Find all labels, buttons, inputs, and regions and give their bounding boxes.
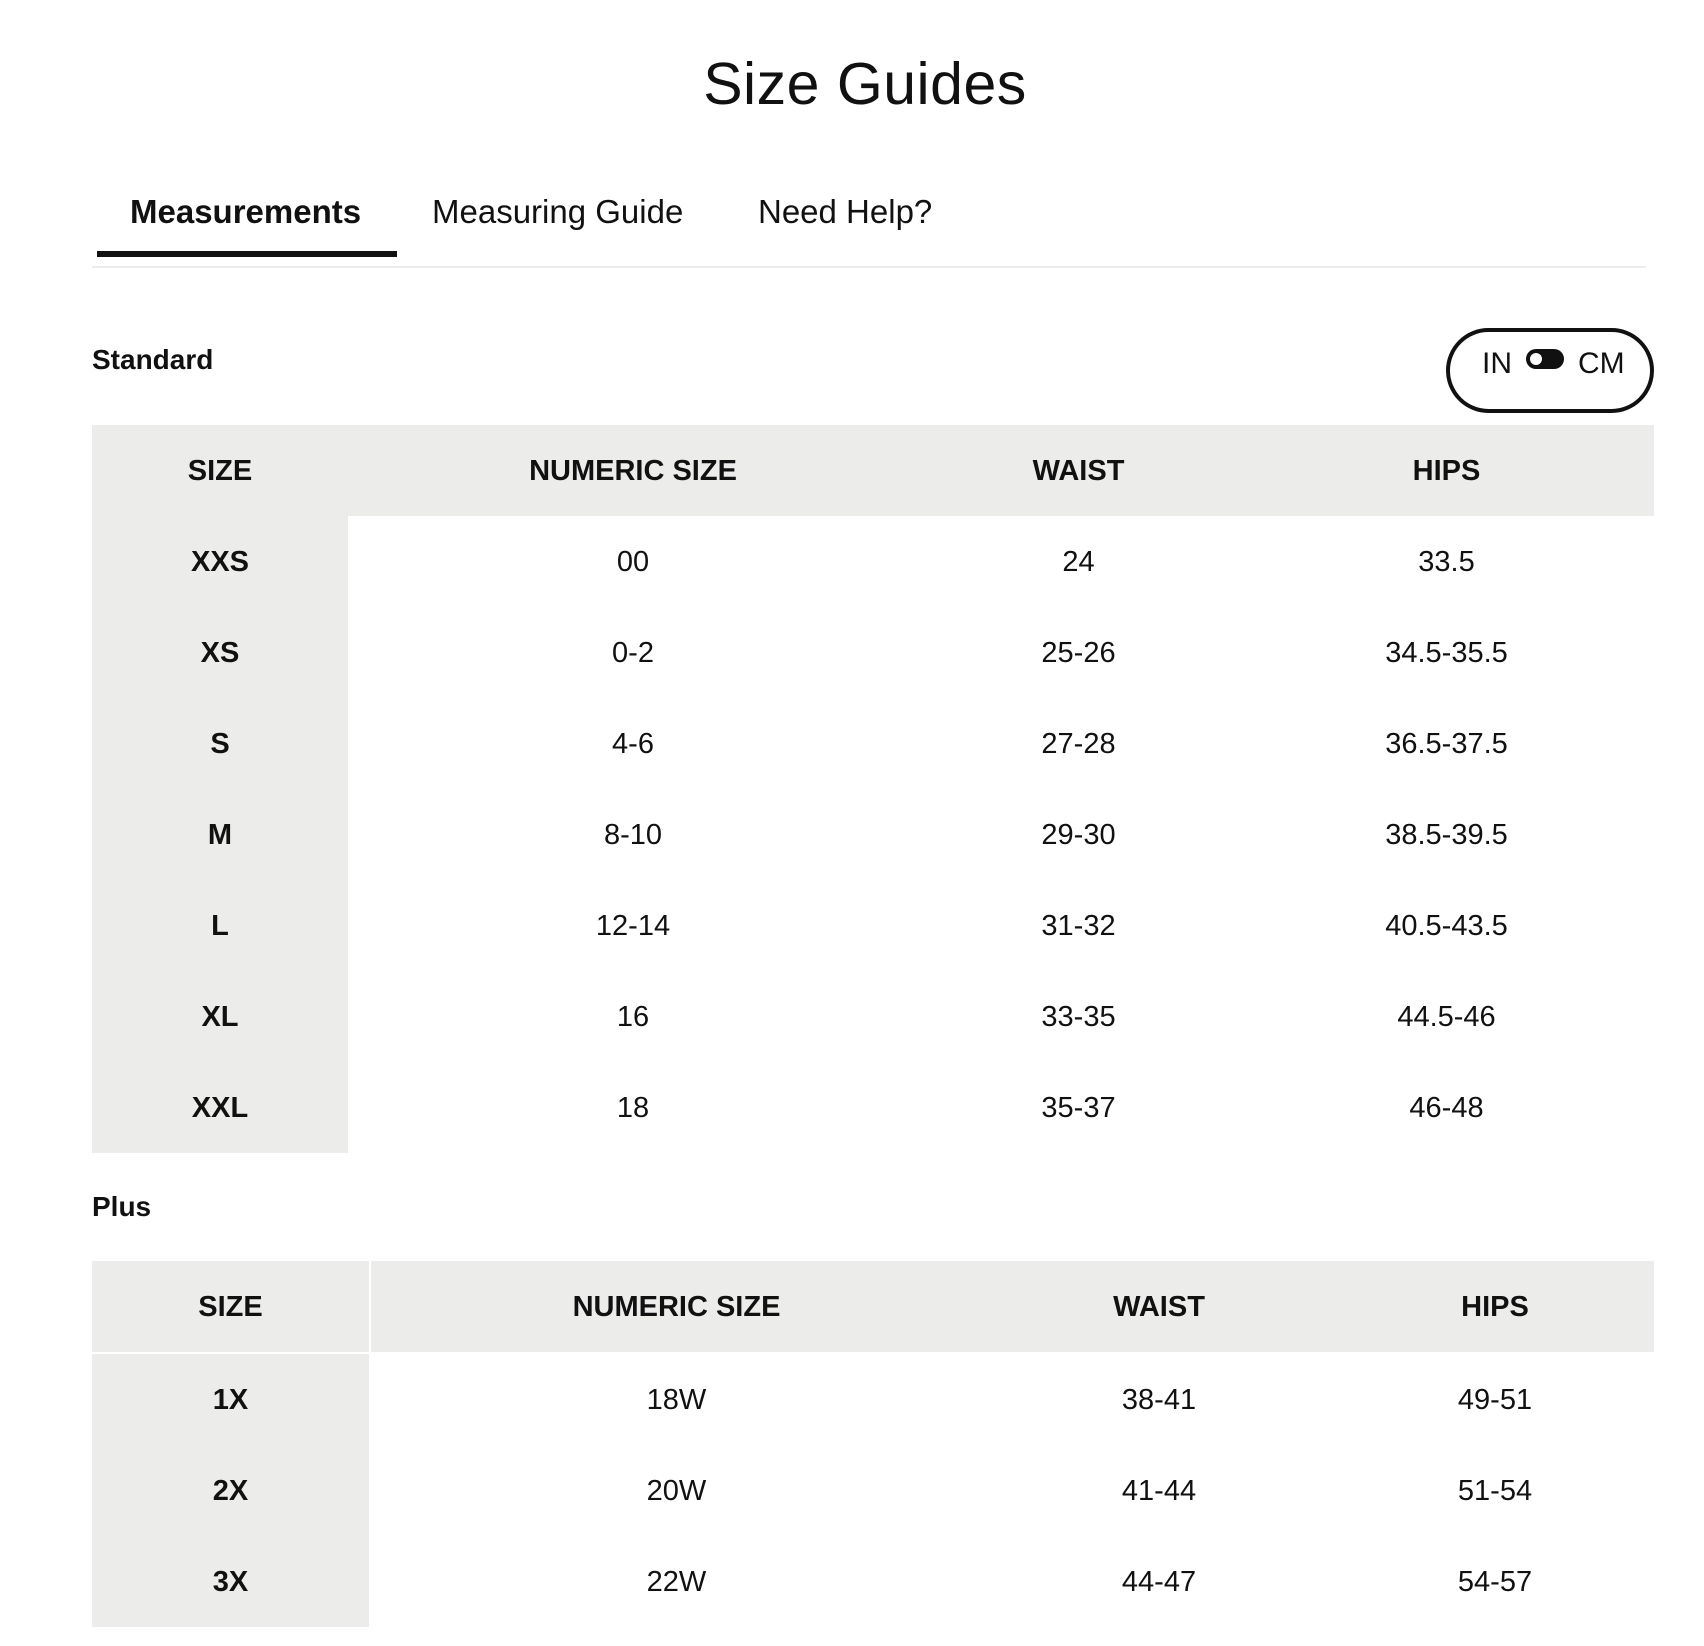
page-title: Size Guides [703, 51, 1027, 117]
size-cell: M [92, 789, 348, 880]
tab-measurements[interactable]: Measurements [130, 193, 362, 230]
toggle-knob [1530, 353, 1542, 365]
size-cell: XL [92, 971, 348, 1062]
unit-in-label: IN [1482, 347, 1512, 380]
column-header-waist: WAIST [982, 1261, 1336, 1353]
table-header-row [92, 425, 1654, 516]
column-header-size: SIZE [92, 1261, 370, 1353]
numeric-size-cell: 4-6 [348, 698, 918, 789]
waist-cell: 44-47 [982, 1536, 1336, 1627]
table-row [92, 516, 1654, 607]
size-cell: XXS [92, 516, 348, 607]
standard-section-label: Standard [92, 344, 214, 375]
tab-measuring-guide[interactable]: Measuring Guide [432, 193, 684, 230]
column-header-hips: HIPS [1336, 1261, 1654, 1353]
hips-cell: 46-48 [1239, 1062, 1654, 1153]
column-header-waist: WAIST [918, 425, 1239, 516]
waist-cell: 35-37 [918, 1062, 1239, 1153]
tab-need-help[interactable]: Need Help? [758, 193, 933, 230]
hips-cell: 38.5-39.5 [1239, 789, 1654, 880]
plus-size-table [92, 1261, 1654, 1627]
waist-cell: 29-30 [918, 789, 1239, 880]
table-row [92, 698, 1654, 789]
numeric-size-cell: 18 [348, 1062, 918, 1153]
hips-cell: 34.5-35.5 [1239, 607, 1654, 698]
table-row [92, 607, 1654, 698]
size-cell: L [92, 880, 348, 971]
waist-cell: 27-28 [918, 698, 1239, 789]
table-row [92, 1353, 1654, 1445]
hips-cell: 54-57 [1336, 1536, 1654, 1627]
hips-cell: 36.5-37.5 [1239, 698, 1654, 789]
size-cell: 2X [92, 1445, 370, 1536]
numeric-size-cell: 18W [370, 1353, 982, 1445]
table-row [92, 880, 1654, 971]
column-header-size: SIZE [92, 425, 348, 516]
hips-cell: 49-51 [1336, 1353, 1654, 1445]
waist-cell: 38-41 [982, 1353, 1336, 1445]
standard-size-table [92, 425, 1654, 1153]
hips-cell: 40.5-43.5 [1239, 880, 1654, 971]
active-tab-indicator [97, 251, 397, 257]
table-row [92, 789, 1654, 880]
table-header-row [92, 1261, 1654, 1353]
column-header-numeric-size: NUMERIC SIZE [370, 1261, 982, 1353]
numeric-size-cell: 22W [370, 1536, 982, 1627]
numeric-size-cell: 00 [348, 516, 918, 607]
table-row [92, 1445, 1654, 1536]
waist-cell: 25-26 [918, 607, 1239, 698]
size-cell: XXL [92, 1062, 348, 1153]
table-row [92, 1062, 1654, 1153]
column-header-numeric-size: NUMERIC SIZE [348, 425, 918, 516]
plus-section-label: Plus [92, 1191, 152, 1222]
table-row [92, 1536, 1654, 1627]
numeric-size-cell: 0-2 [348, 607, 918, 698]
numeric-size-cell: 12-14 [348, 880, 918, 971]
waist-cell: 31-32 [918, 880, 1239, 971]
hips-cell: 33.5 [1239, 516, 1654, 607]
unit-toggle[interactable] [1446, 328, 1654, 413]
waist-cell: 41-44 [982, 1445, 1336, 1536]
waist-cell: 24 [918, 516, 1239, 607]
size-cell: S [92, 698, 348, 789]
numeric-size-cell: 20W [370, 1445, 982, 1536]
numeric-size-cell: 8-10 [348, 789, 918, 880]
hips-cell: 44.5-46 [1239, 971, 1654, 1062]
unit-cm-label: CM [1578, 347, 1625, 380]
tab-bar [92, 176, 1646, 268]
numeric-size-cell: 16 [348, 971, 918, 1062]
size-cell: 1X [92, 1353, 370, 1445]
toggle-switch-icon[interactable] [1526, 349, 1564, 369]
column-header-hips: HIPS [1239, 425, 1654, 516]
size-cell: 3X [92, 1536, 370, 1627]
size-cell: XS [92, 607, 348, 698]
table-row [92, 971, 1654, 1062]
hips-cell: 51-54 [1336, 1445, 1654, 1536]
waist-cell: 33-35 [918, 971, 1239, 1062]
